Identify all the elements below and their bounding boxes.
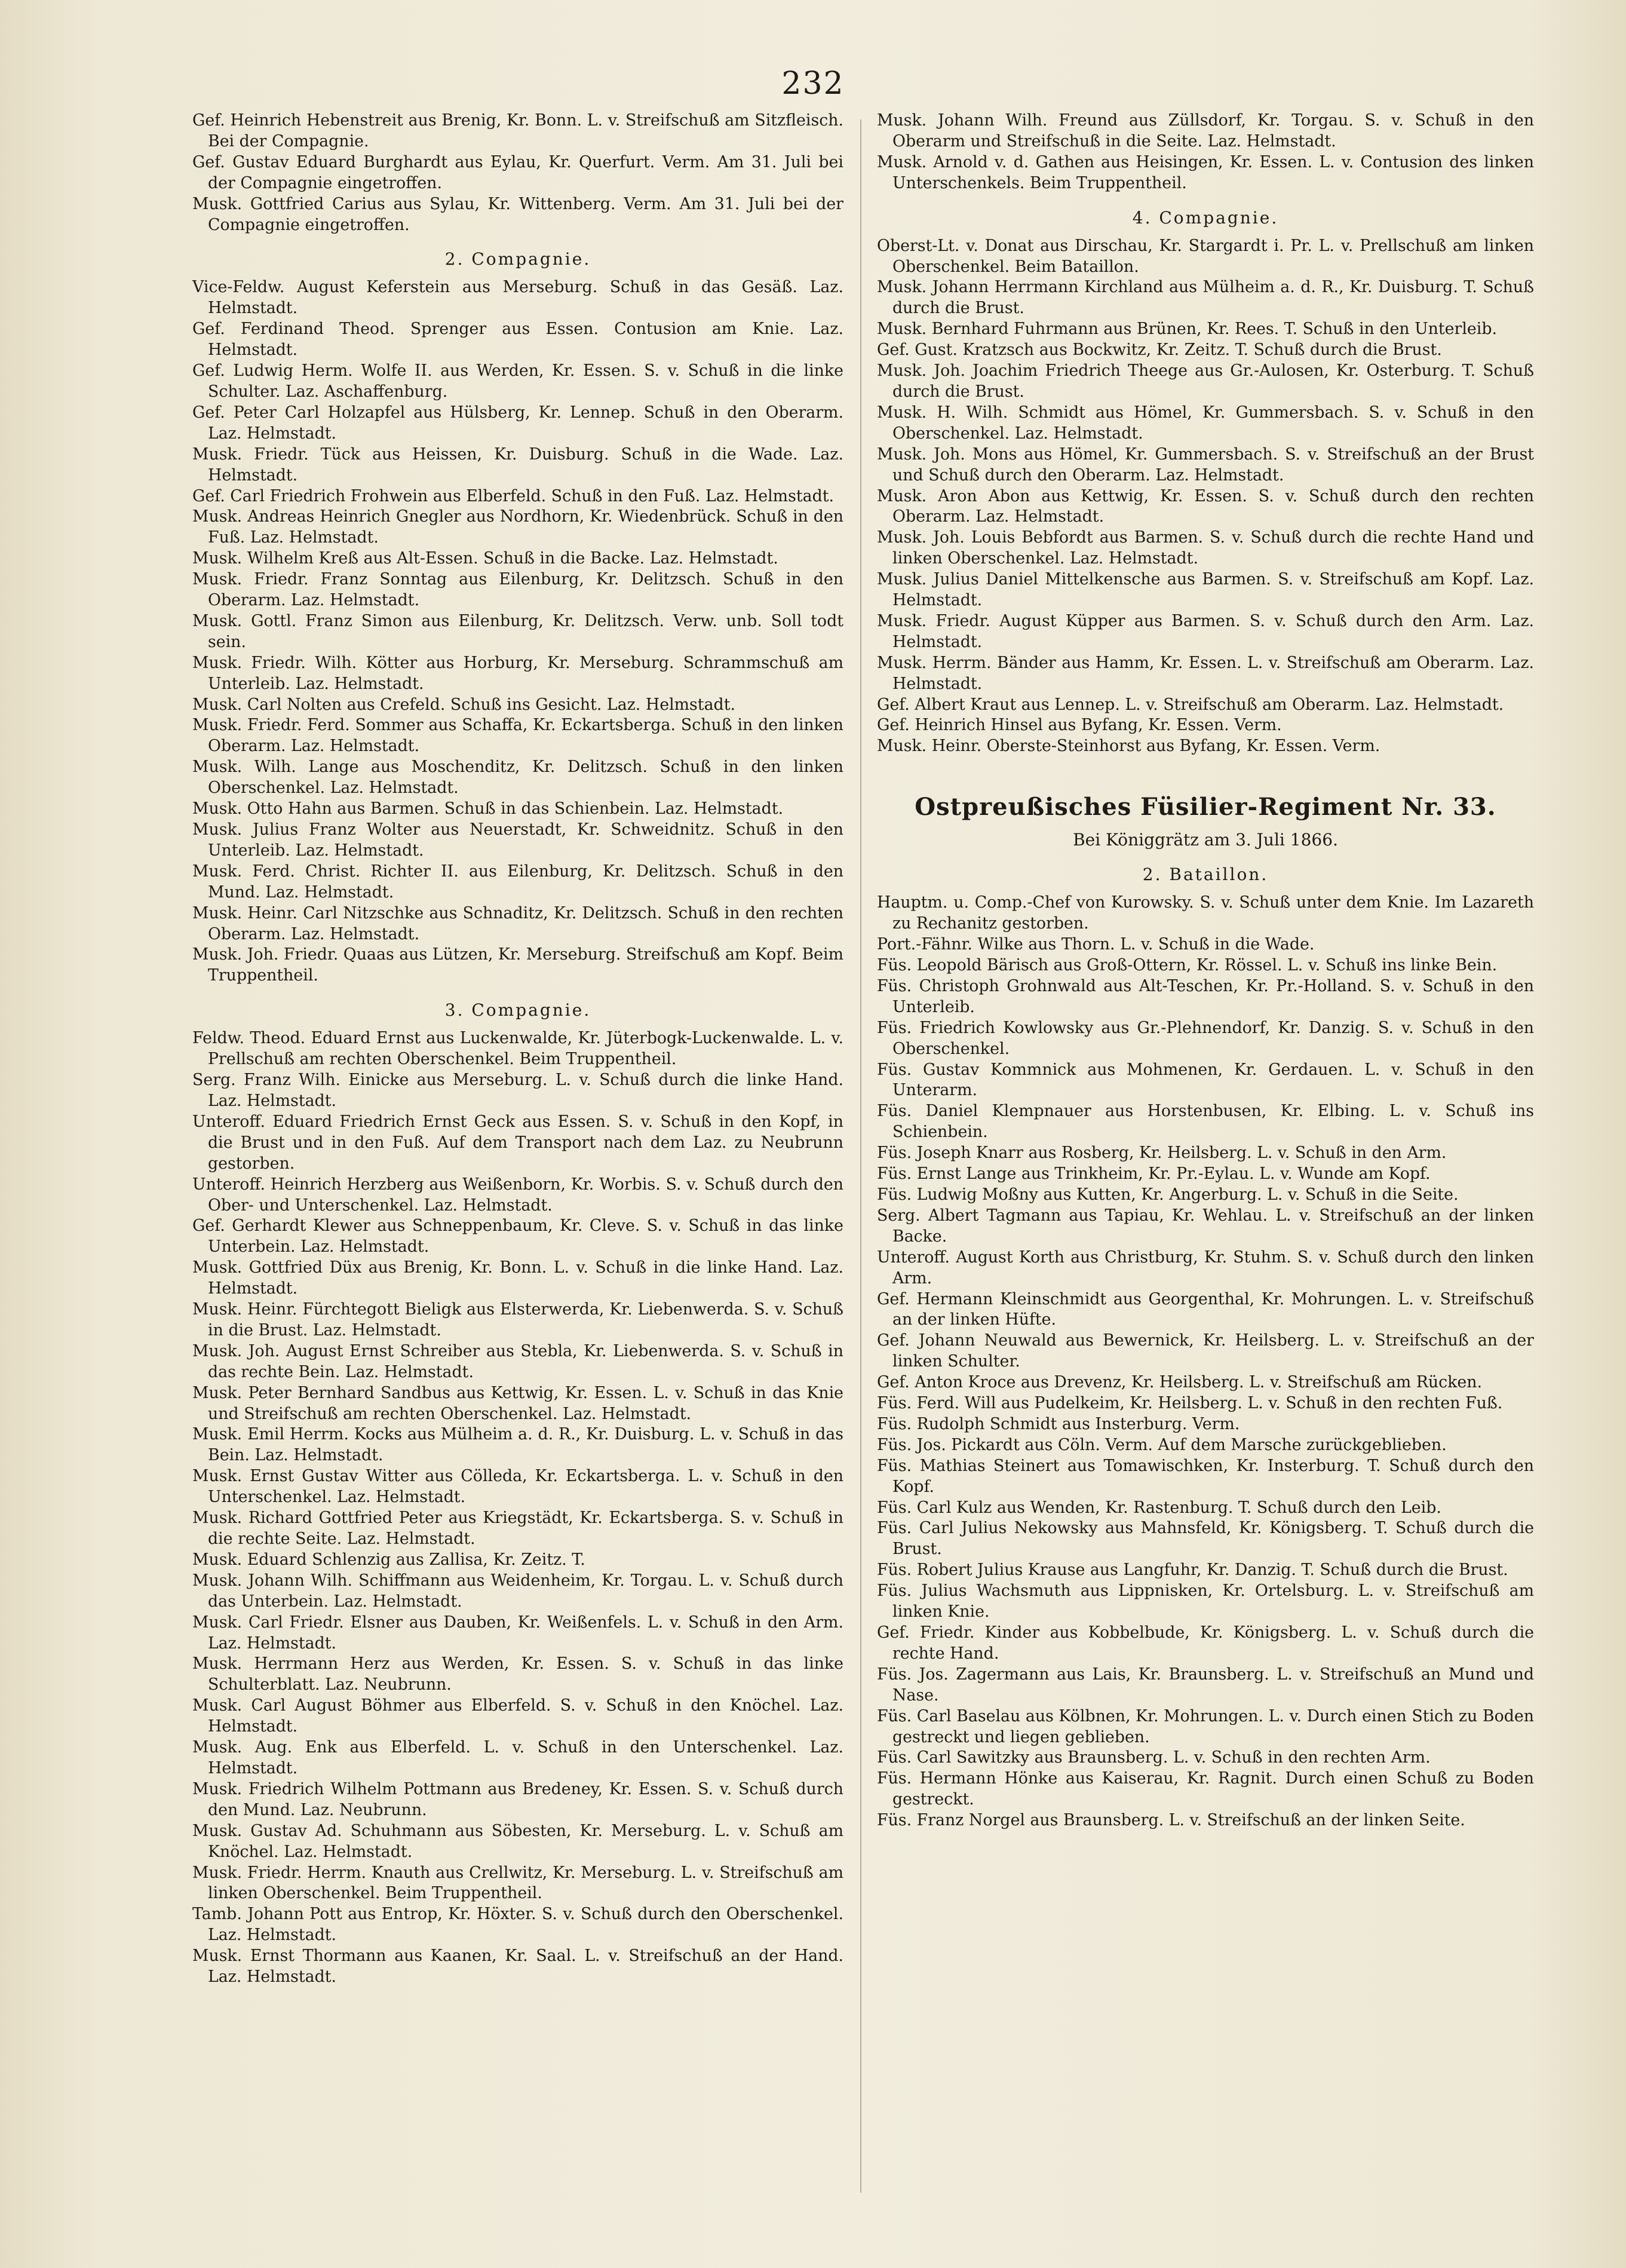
casualty-entry: Musk. Heinr. Fürchtegott Bieligk aus Elsterwerda, Kr. Liebenwerda. S. v. Schuß in die Brust. Laz. Helmstadt. bbox=[192, 1300, 843, 1340]
casualty-entry: Musk. Wilh. Lange aus Moschenditz, Kr. Delitzsch. Schuß in den linken Oberschenkel. Laz. Helmstadt. bbox=[192, 758, 843, 798]
casualty-entry: Musk. Arnold v. d. Gathen aus Heisingen, Kr. Essen. L. v. Contusion des linken Unterschenkels. Beim Truppentheil. bbox=[877, 152, 1534, 192]
casualty-entry: Oberst-Lt. v. Donat aus Dirschau, Kr. Stargardt i. Pr. L. v. Prellschuß am linken Oberschenkel. Beim Bataillon. bbox=[877, 236, 1534, 276]
casualty-entry: Serg. Albert Tagmann aus Tapiau, Kr. Wehlau. L. v. Streifschuß an der linken Backe. bbox=[877, 1206, 1534, 1246]
casualty-entry: Serg. Franz Wilh. Einicke aus Merseburg. L. v. Schuß durch die linke Hand. Laz. Helmstadt. bbox=[192, 1071, 843, 1110]
casualty-entry: Füs. Ernst Lange aus Trinkheim, Kr. Pr.-Eylau. L. v. Wunde am Kopf. bbox=[877, 1164, 1431, 1184]
casualty-entry: Musk. Joh. Friedr. Quaas aus Lützen, Kr. Merseburg. Streifschuß am Kopf. Beim Truppentheil. bbox=[192, 945, 843, 985]
page-number: 232 bbox=[781, 66, 845, 102]
casualty-entry: Feldw. Theod. Eduard Ernst aus Luckenwalde, Kr. Jüterbogk-Luckenwalde. L. v. Prellschuß am rechten Oberschenkel. Beim Truppentheil. bbox=[192, 1029, 843, 1069]
casualty-entry: Musk. Johann Wilh. Schiffmann aus Weidenheim, Kr. Torgau. L. v. Schuß durch das Unterbein. Laz. Helmstadt. bbox=[192, 1571, 843, 1611]
casualty-entry: Musk. Herrm. Bänder aus Hamm, Kr. Essen. L. v. Streifschuß am Oberarm. Laz. Helmstadt. bbox=[877, 653, 1534, 693]
left-column bbox=[192, 111, 843, 1988]
casualty-entry: Musk. Herrmann Herz aus Werden, Kr. Essen. S. v. Schuß in das linke Schulterblatt. Laz. Neubrunn. bbox=[192, 1654, 843, 1694]
casualty-entry: Füs. Robert Julius Krause aus Langfuhr, Kr. Danzig. T. Schuß durch die Brust. bbox=[877, 1561, 1508, 1580]
casualty-entry: Unteroff. Heinrich Herzberg aus Weißenborn, Kr. Worbis. S. v. Schuß durch den Ober- und Unterschenkel. Laz. Helmstadt. bbox=[192, 1175, 843, 1215]
casualty-entry: Musk. Peter Bernhard Sandbus aus Kettwig, Kr. Essen. L. v. Schuß in das Knie und Streifschuß am rechten Oberschenkel. Laz. Helmstadt. bbox=[192, 1383, 843, 1423]
casualty-entry: Füs. Ferd. Will aus Pudelkeim, Kr. Heilsberg. L. v. Schuß in den rechten Fuß. bbox=[877, 1394, 1503, 1413]
casualty-entry: Gef. Carl Friedrich Frohwein aus Elberfeld. Schuß in den Fuß. Laz. Helmstadt. bbox=[192, 486, 835, 505]
casualty-entry: Vice-Feldw. August Keferstein aus Merseburg. Schuß in das Gesäß. Laz. Helmstadt. bbox=[192, 278, 843, 318]
casualty-entry: Gef. Albert Kraut aus Lennep. L. v. Streifschuß am Oberarm. Laz. Helmstadt. bbox=[877, 695, 1504, 714]
casualty-entry: Musk. Johann Herrmann Kirchland aus Mülheim a. d. R., Kr. Duisburg. T. Schuß durch die Brust. bbox=[877, 278, 1534, 318]
casualty-entry: Musk. H. Wilh. Schmidt aus Hömel, Kr. Gummersbach. S. v. Schuß in den Oberschenkel. Laz. Helmstadt. bbox=[877, 403, 1534, 443]
casualty-entry: Gef. Gust. Kratzsch aus Bockwitz, Kr. Zeitz. T. Schuß durch die Brust. bbox=[877, 341, 1442, 360]
casualty-entry: Gef. Johann Neuwald aus Bewernick, Kr. Heilsberg. L. v. Streifschuß an der linken Schulter. bbox=[877, 1331, 1534, 1371]
casualty-entry: Gef. Ludwig Herm. Wolfe II. aus Werden, Kr. Essen. S. v. Schuß in die linke Schulter. Laz. Aschaffenburg. bbox=[192, 361, 843, 401]
casualty-entry: Musk. Friedr. Franz Sonntag aus Eilenburg, Kr. Delitzsch. Schuß in den Oberarm. Laz. Helmstadt. bbox=[192, 570, 843, 610]
casualty-entry: Füs. Jos. Pickardt aus Cöln. Verm. Auf dem Marsche zurückgeblieben. bbox=[877, 1435, 1447, 1454]
casualty-entry: Gef. Heinrich Hinsel aus Byfang, Kr. Essen. Verm. bbox=[877, 716, 1282, 735]
casualty-entry: Musk. Aug. Enk aus Elberfeld. L. v. Schuß in den Unterschenkel. Laz. Helmstadt. bbox=[192, 1738, 843, 1777]
casualty-entry: Gef. Friedr. Kinder aus Kobbelbude, Kr. Königsberg. L. v. Schuß durch die rechte Hand. bbox=[877, 1623, 1534, 1663]
casualty-entry: Musk. Richard Gottfried Peter aus Kriegstädt, Kr. Eckartsberga. S. v. Schuß in die rechte Seite. Laz. Helmstadt. bbox=[192, 1509, 843, 1548]
regiment-heading: Ostpreußisches Füsilier-Regiment Nr. 33. bbox=[915, 793, 1496, 822]
casualty-entry: Gef. Peter Carl Holzapfel aus Hülsberg, Kr. Lennep. Schuß in den Oberarm. Laz. Helmstadt. bbox=[192, 403, 843, 443]
casualty-entry: Füs. Gustav Kommnick aus Mohmenen, Kr. Gerdauen. L. v. Schuß in den Unterarm. bbox=[877, 1060, 1534, 1100]
casualty-entry: Musk. Heinr. Oberste-Steinhorst aus Byfang, Kr. Essen. Verm. bbox=[877, 737, 1380, 756]
casualty-entry: Musk. Friedrich Wilhelm Pottmann aus Bredeney, Kr. Essen. S. v. Schuß durch den Mund. Laz. Neubrunn. bbox=[192, 1779, 843, 1819]
casualty-entry: Unteroff. August Korth aus Christburg, Kr. Stuhm. S. v. Schuß durch den linken Arm. bbox=[877, 1248, 1534, 1288]
casualty-entry: Musk. Gustav Ad. Schuhmann aus Söbesten, Kr. Merseburg. L. v. Schuß am Knöchel. Laz. Helmstadt. bbox=[192, 1821, 843, 1861]
casualty-entry: Musk. Emil Herrm. Kocks aus Mülheim a. d. R., Kr. Duisburg. L. v. Schuß in das Bein. Laz. Helmstadt. bbox=[192, 1425, 843, 1465]
casualty-entry: Musk. Julius Daniel Mittelkensche aus Barmen. S. v. Streifschuß am Kopf. Laz. Helmstadt. bbox=[877, 570, 1534, 610]
casualty-entry: Musk. Gottfried Carius aus Sylau, Kr. Wittenberg. Verm. Am 31. Juli bei der Compagnie eingetroffen. bbox=[192, 194, 843, 234]
casualty-entry: Unteroff. Eduard Friedrich Ernst Geck aus Essen. S. v. Schuß in den Kopf, in die Brust und in den Fuß. Auf dem Transport nach dem Laz. zu Neubrunn gestorben. bbox=[192, 1112, 843, 1173]
casualty-entry: Musk. Gottfried Düx aus Brenig, Kr. Bonn. L. v. Schuß in die linke Hand. Laz. Helmstadt. bbox=[192, 1258, 843, 1298]
casualty-entry: Füs. Jos. Zagermann aus Lais, Kr. Braunsberg. L. v. Streifschuß an Mund und Nase. bbox=[877, 1665, 1534, 1705]
casualty-entry: Musk. Eduard Schlenzig aus Zallisa, Kr. Zeitz. T. bbox=[192, 1550, 585, 1569]
casualty-entry: Füs. Hermann Hönke aus Kaiserau, Kr. Ragnit. Durch einen Schuß zu Boden gestreckt. bbox=[877, 1769, 1534, 1809]
section-heading: 2. Compagnie. bbox=[444, 249, 591, 269]
casualty-entry: Musk. Wilhelm Kreß aus Alt-Essen. Schuß in die Backe. Laz. Helmstadt. bbox=[192, 549, 778, 568]
section-heading: 2. Bataillon. bbox=[1142, 865, 1269, 885]
section-heading: 4. Compagnie. bbox=[1132, 207, 1279, 228]
casualty-entry: Füs. Leopold Bärisch aus Groß-Ottern, Kr. Rössel. L. v. Schuß ins linke Bein. bbox=[877, 956, 1498, 974]
casualty-entry: Füs. Franz Norgel aus Braunsberg. L. v. Streifschuß an der linken Seite. bbox=[877, 1811, 1465, 1830]
casualty-entry: Füs. Carl Julius Nekowsky aus Mahnsfeld, Kr. Königsberg. T. Schuß durch die Brust. bbox=[877, 1519, 1534, 1559]
casualty-entry: Musk. Ernst Thormann aus Kaanen, Kr. Saal. L. v. Streifschuß an der Hand. Laz. Helmstadt. bbox=[192, 1947, 843, 1987]
casualty-entry: Musk. Carl August Böhmer aus Elberfeld. S. v. Schuß in den Knöchel. Laz. Helmstadt. bbox=[192, 1696, 843, 1736]
casualty-entry: Füs. Carl Baselau aus Kölbnen, Kr. Mohrungen. L. v. Durch einen Stich zu Boden gestreckt und liegen geblieben. bbox=[877, 1706, 1534, 1746]
casualty-entry: Gef. Gerhardt Klewer aus Schneppenbaum, Kr. Cleve. S. v. Schuß in das linke Unterbein. Laz. Helmstadt. bbox=[192, 1216, 843, 1256]
casualty-entry: Musk. Joh. August Ernst Schreiber aus Stebla, Kr. Liebenwerda. S. v. Schuß in das rechte Bein. Laz. Helmstadt. bbox=[192, 1341, 843, 1381]
casualty-entry: Musk. Joh. Louis Bebfordt aus Barmen. S. v. Schuß durch die rechte Hand und linken Oberschenkel. Laz. Helmstadt. bbox=[877, 528, 1534, 568]
casualty-entry: Musk. Andreas Heinrich Gnegler aus Nordhorn, Kr. Wiedenbrück. Schuß in den Fuß. Laz. Helmstadt. bbox=[192, 507, 843, 547]
casualty-entry: Gef. Ferdinand Theod. Sprenger aus Essen. Contusion am Knie. Laz. Helmstadt. bbox=[192, 320, 843, 360]
section-heading: 3. Compagnie. bbox=[444, 1000, 591, 1020]
casualty-entry: Musk. Heinr. Carl Nitzschke aus Schnaditz, Kr. Delitzsch. Schuß in den rechten Oberarm. Laz. Helmstadt. bbox=[192, 903, 843, 943]
casualty-entry: Musk. Friedr. Ferd. Sommer aus Schaffa, Kr. Eckartsberga. Schuß in den linken Oberarm. Laz. Helmstadt. bbox=[192, 716, 843, 756]
casualty-entry: Musk. Johann Wilh. Freund aus Züllsdorf, Kr. Torgau. S. v. Schuß in den Oberarm und Streifschuß in die Seite. Laz. Helmstadt. bbox=[877, 111, 1534, 151]
casualty-entry: Füs. Daniel Klempnauer aus Horstenbusen, Kr. Elbing. L. v. Schuß ins Schienbein. bbox=[877, 1102, 1534, 1142]
casualty-entry: Musk. Ernst Gustav Witter aus Cölleda, Kr. Eckartsberga. L. v. Schuß in den Unterschenkel. Laz. Helmstadt. bbox=[192, 1467, 843, 1507]
casualty-entry: Füs. Rudolph Schmidt aus Insterburg. Verm. bbox=[877, 1414, 1240, 1433]
casualty-entry: Musk. Joh. Mons aus Hömel, Kr. Gummersbach. S. v. Streifschuß an der Brust und Schuß durch den Oberarm. Laz. Helmstadt. bbox=[877, 445, 1534, 485]
casualty-entry: Gef. Heinrich Hebenstreit aus Brenig, Kr. Bonn. L. v. Streifschuß am Sitzfleisch. Bei der Compagnie. bbox=[192, 111, 843, 151]
casualty-entry: Musk. Joh. Joachim Friedrich Theege aus Gr.-Aulosen, Kr. Osterburg. T. Schuß durch die Brust. bbox=[877, 361, 1534, 401]
column-divider bbox=[860, 119, 861, 2193]
casualty-entry: Musk. Carl Friedr. Elsner aus Dauben, Kr. Weißenfels. L. v. Schuß in den Arm. Laz. Helmstadt. bbox=[192, 1613, 843, 1653]
casualty-entry: Gef. Gustav Eduard Burghardt aus Eylau, Kr. Querfurt. Verm. Am 31. Juli bei der Compagnie eingetroffen. bbox=[192, 152, 843, 192]
casualty-entry: Füs. Friedrich Kowlowsky aus Gr.-Plehnendorf, Kr. Danzig. S. v. Schuß in den Oberschenkel. bbox=[877, 1018, 1534, 1058]
casualty-entry: Musk. Friedr. August Küpper aus Barmen. S. v. Schuß durch den Arm. Laz. Helmstadt. bbox=[877, 611, 1534, 651]
casualty-entry: Tamb. Johann Pott aus Entrop, Kr. Höxter. S. v. Schuß durch den Oberschenkel. Laz. Helmstadt. bbox=[192, 1905, 843, 1945]
right-column bbox=[877, 111, 1534, 1831]
casualty-entry: Musk. Otto Hahn aus Barmen. Schuß in das Schienbein. Laz. Helmstadt. bbox=[192, 799, 784, 819]
casualty-entry: Musk. Julius Franz Wolter aus Neuerstadt, Kr. Schweidnitz. Schuß in den Unterleib. Laz. Helmstadt. bbox=[192, 820, 843, 860]
casualty-entry: Füs. Carl Kulz aus Wenden, Kr. Rastenburg. T. Schuß durch den Leib. bbox=[877, 1498, 1441, 1517]
casualty-entry: Musk. Friedr. Wilh. Kötter aus Horburg, Kr. Merseburg. Schrammschuß am Unterleib. Laz. Helmstadt. bbox=[192, 653, 843, 693]
casualty-entry: Musk. Carl Nolten aus Crefeld. Schuß ins Gesicht. Laz. Helmstadt. bbox=[192, 695, 735, 714]
casualty-entry: Gef. Hermann Kleinschmidt aus Georgenthal, Kr. Mohrungen. L. v. Streifschuß an der linken Hüfte. bbox=[877, 1289, 1534, 1329]
casualty-entry: Musk. Ferd. Christ. Richter II. aus Eilenburg, Kr. Delitzsch. Schuß in den Mund. Laz. Helmstadt. bbox=[192, 862, 843, 902]
subtitle: Bei Königgrätz am 3. Juli 1866. bbox=[1073, 830, 1338, 850]
casualty-entry: Füs. Ludwig Moßny aus Kutten, Kr. Angerburg. L. v. Schuß in die Seite. bbox=[877, 1185, 1459, 1204]
casualty-entry: Füs. Mathias Steinert aus Tomawischken, Kr. Insterburg. T. Schuß durch den Kopf. bbox=[877, 1456, 1534, 1496]
casualty-entry: Füs. Julius Wachsmuth aus Lippnisken, Kr. Ortelsburg. L. v. Streifschuß am linken Knie. bbox=[877, 1582, 1534, 1622]
casualty-entry: Musk. Bernhard Fuhrmann aus Brünen, Kr. Rees. T. Schuß in den Unterleib. bbox=[877, 320, 1498, 339]
casualty-entry: Füs. Carl Sawitzky aus Braunsberg. L. v. Schuß in den rechten Arm. bbox=[877, 1748, 1431, 1767]
casualty-entry: Hauptm. u. Comp.-Chef von Kurowsky. S. v. Schuß unter dem Knie. Im Lazareth zu Rechanitz gestorben. bbox=[877, 893, 1534, 933]
casualty-entry: Musk. Friedr. Herrm. Knauth aus Crellwitz, Kr. Merseburg. L. v. Streifschuß am linken Oberschenkel. Beim Truppentheil. bbox=[192, 1863, 843, 1903]
casualty-entry: Musk. Aron Abon aus Kettwig, Kr. Essen. S. v. Schuß durch den rechten Oberarm. Laz. Helmstadt. bbox=[877, 486, 1534, 526]
casualty-entry: Gef. Anton Kroce aus Drevenz, Kr. Heilsberg. L. v. Streifschuß am Rücken. bbox=[877, 1373, 1483, 1392]
casualty-entry: Füs. Joseph Knarr aus Rosberg, Kr. Heilsberg. L. v. Schuß in den Arm. bbox=[877, 1144, 1447, 1163]
casualty-entry: Port.-Fähnr. Wilke aus Thorn. L. v. Schuß in die Wade. bbox=[877, 935, 1315, 954]
casualty-entry: Füs. Christoph Grohnwald aus Alt-Teschen, Kr. Pr.-Holland. S. v. Schuß in den Unterleib. bbox=[877, 976, 1534, 1016]
casualty-entry: Musk. Friedr. Tück aus Heissen, Kr. Duisburg. Schuß in die Wade. Laz. Helmstadt. bbox=[192, 445, 843, 485]
casualty-entry: Musk. Gottl. Franz Simon aus Eilenburg, Kr. Delitzsch. Verw. unb. Soll todt sein. bbox=[192, 611, 843, 651]
